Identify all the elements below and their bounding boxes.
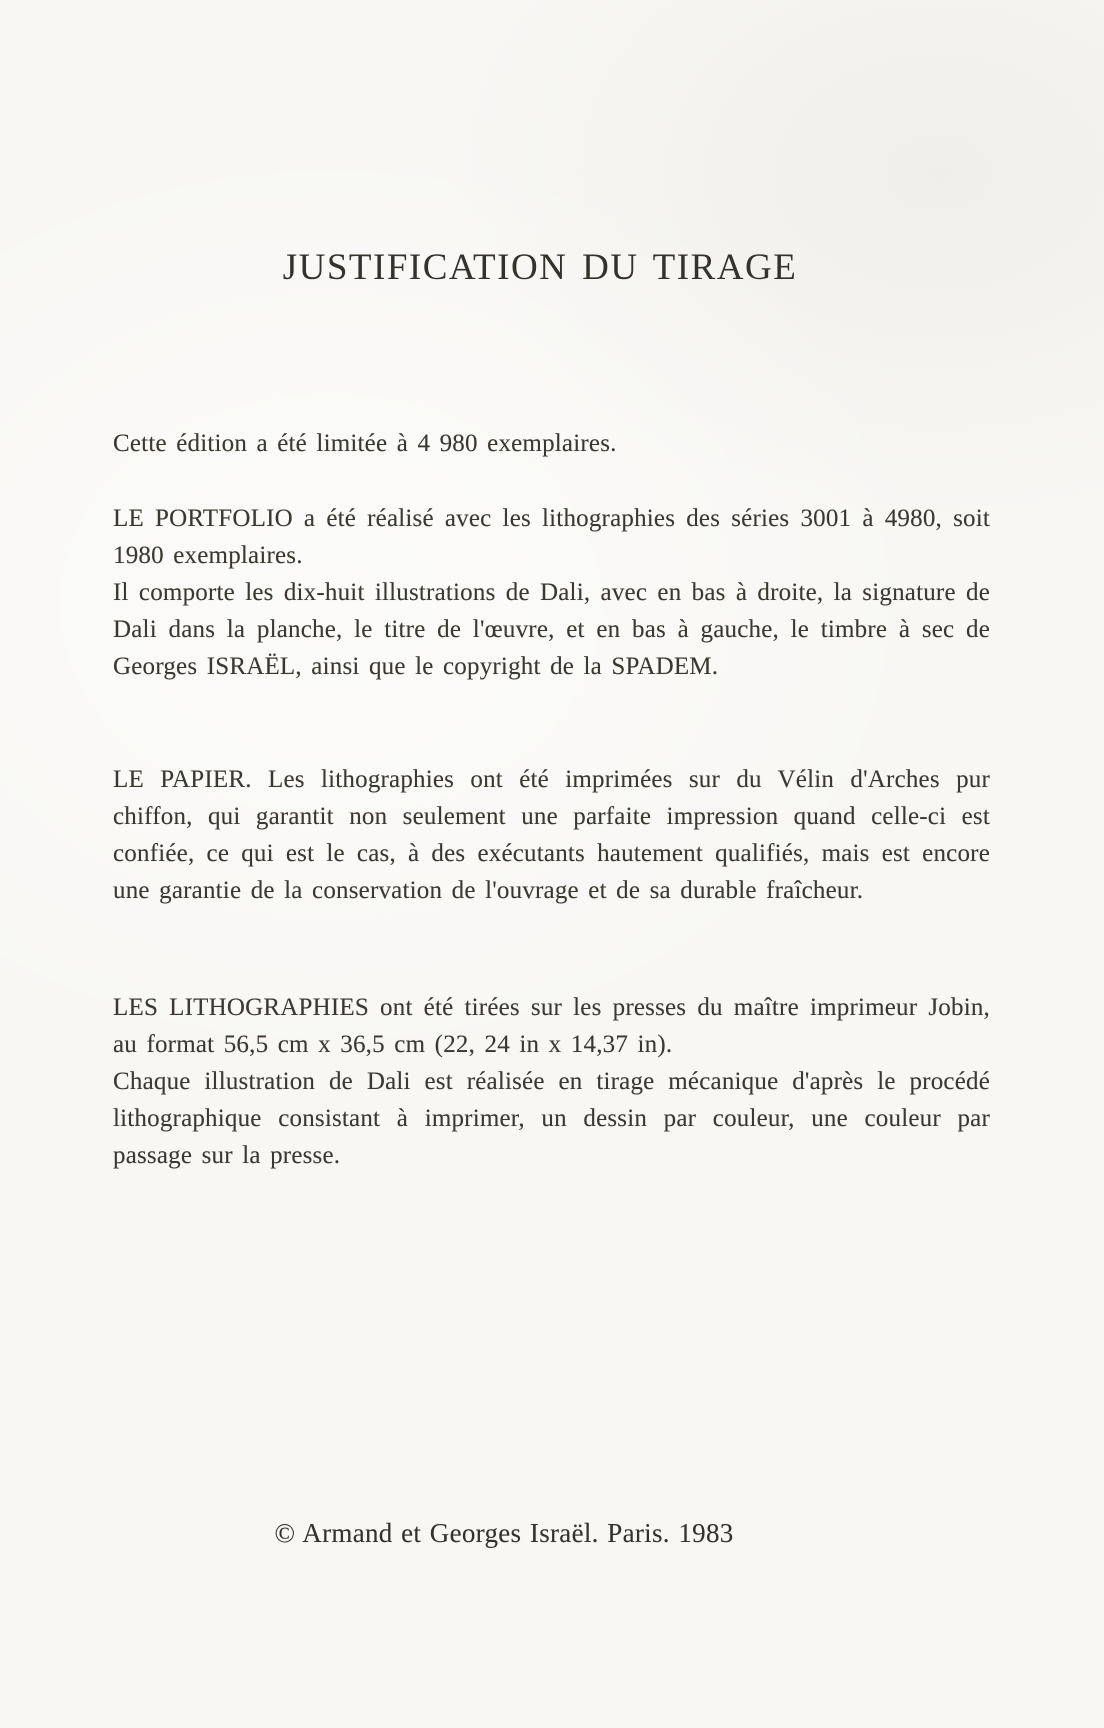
paragraph-lithographies-presses: LES LITHOGRAPHIES ont été tirées sur les presses du maître imprimeur Jobin, au format 56,5 cm x 36,5 cm (22, 24 in x 14,37 in). [113,994,990,1058]
text-body [0,425,1104,1174]
paragraph-papier: LE PAPIER. Les lithographies ont été imprimées sur du Vélin d'Arches pur chiffon, qui garantit non seulement une parfaite impression quand celle-ci est confiée, ce qui est le cas, à des exécutants hautement qualifiés, mais est encore une garantie de la conservation de l'ouvrage et de sa durable fraîcheur. [113,766,990,904]
page-title: JUSTIFICATION DU TIRAGE [282,247,798,288]
section-portfolio [113,500,990,685]
paragraph-edition-limit: Cette édition a été limitée à 4 980 exemplaires. [113,430,617,457]
paragraph-portfolio-series: LE PORTFOLIO a été réalisé avec les lithographies des séries 3001 à 4980, soit 1980 exemplaires. [113,505,990,569]
paragraph-portfolio-illustrations: Il comporte les dix-huit illustrations de Dali, avec en bas à droite, la signature de Dali dans la planche, le titre de l'œuvre, et en bas à gauche, le timbre à sec de Georges ISRAËL, ainsi que le copyright de la SPADEM. [113,579,990,680]
section-papier [113,761,990,909]
paragraph-lithographies-procede: Chaque illustration de Dali est réalisée en tirage mécanique d'après le procédé lithographique consistant à imprimer, un dessin par couleur, une couleur par passage sur la presse. [113,1068,990,1169]
copyright-line: © Armand et Georges Israël. Paris. 1983 [274,1518,734,1548]
section-lithographies [113,989,990,1174]
section-edition [113,425,990,462]
